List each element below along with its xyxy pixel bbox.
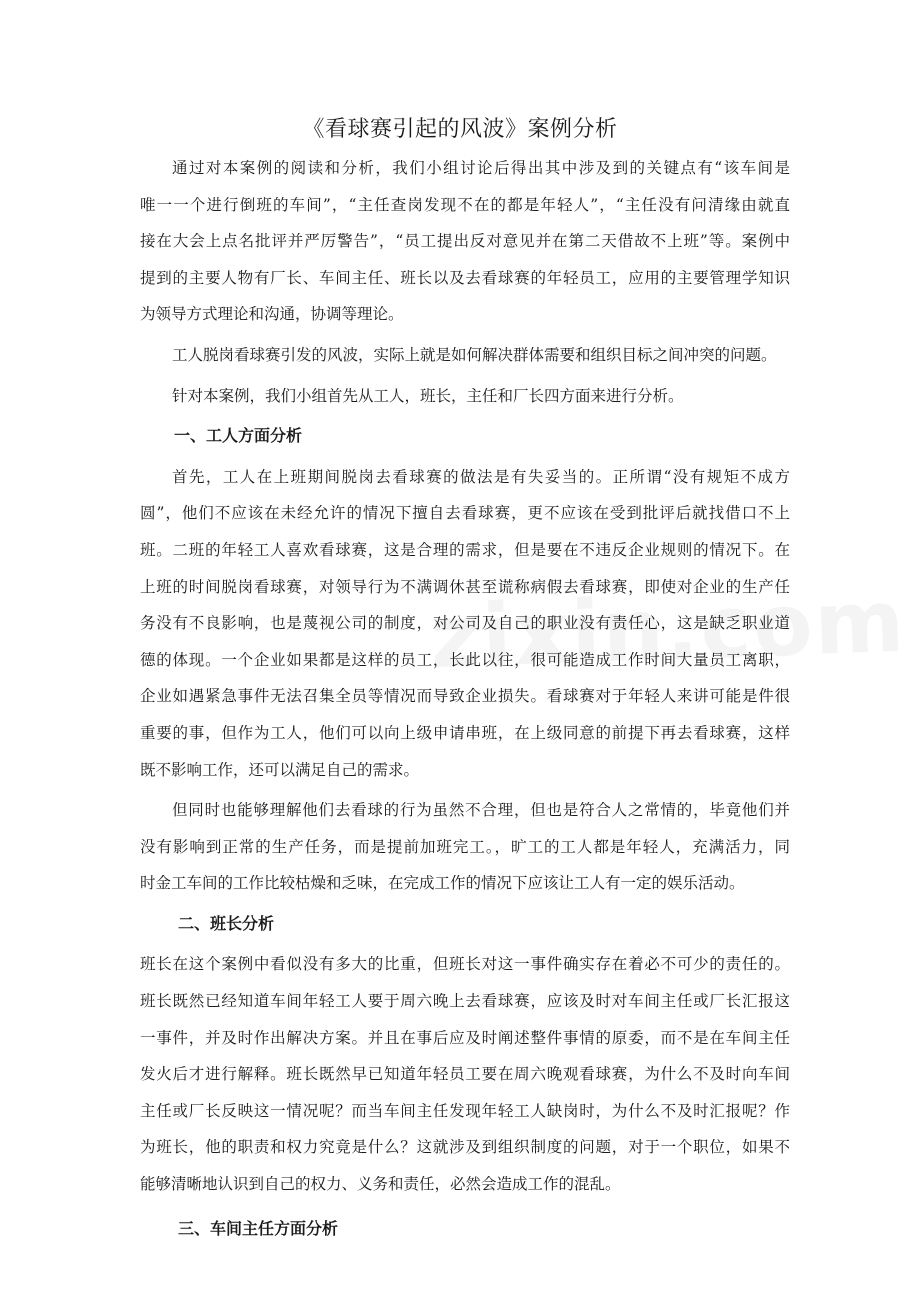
text-line: 德的体现。一个企业如果都是这样的员工，长此以往，很可能造成工作时间大量员工离职， (140, 650, 790, 669)
text-line: 为班长，他的职责和权力究竟是什么？这就涉及到组织制度的问题，对于一个职位，如果不 (140, 1138, 790, 1157)
text-line: 务没有不良影响，也是蔑视公司的制度，对公司及自己的职业没有责任心，这是缺乏职业道 (140, 614, 790, 633)
text-line: 时金工车间的工作比较枯燥和乏味，在完成工作的情况下应该让工人有一定的娱乐活动。 (140, 874, 745, 893)
text-line: 通过对本案例的阅读和分析，我们小组讨论后得出其中涉及到的关键点有“该车间是 (172, 159, 790, 177)
text-line: 针对本案例，我们小组首先从工人，班长，主任和厂长四方面来进行分析。 (172, 386, 684, 405)
text-line: 既不影响工作，还可以满足自己的需求。 (140, 760, 420, 779)
section-heading-workshop-director: 三、车间主任方面分析 (178, 1218, 339, 1238)
text-line: 接在大会上点名批评并严厉警告”，“员工提出反对意见并在第二天借故不上班”等。案例中 (140, 232, 790, 251)
team-leader-paragraph (140, 946, 790, 1202)
intro-paragraph-1 (140, 150, 790, 333)
text-line: 但同时也能够理解他们去看球的行为虽然不合理，但也是符合人之常情的，毕竟他们并 (172, 801, 790, 820)
text-line: 没有影响到正常的生产任务，而是提前加班完工。，旷工的工人都是年轻人，充满活力，同 (140, 837, 790, 856)
text-line: 发火后才进行解释。班长既然早已知道年轻员工要在周六晚观看球赛，为什么不及时向车间 (140, 1065, 790, 1084)
text-line: 班长在这个案例中看似没有多大的比重，但班长对这一事件确实存在着必不可少的责任的。 (140, 955, 790, 974)
text-line: 首先，工人在上班期间脱岗去看球赛的做法是有失妥当的。正所谓“没有规矩不成方 (172, 467, 790, 486)
page-title: 《看球赛引起的风波》案例分析 (302, 117, 618, 142)
intro-paragraph-3 (140, 378, 790, 415)
text-line: 为领导方式理论和沟通，协调等理论。 (140, 305, 404, 324)
workers-paragraph-2 (140, 792, 790, 902)
text-line: 班长既然已经知道车间年轻工人要于周六晚上去看球赛，应该及时对车间主任或厂长汇报这 (140, 992, 790, 1011)
text-line: 上班的时间脱岗看球赛，对领导行为不满调休甚至谎称病假去看球赛，即使对企业的生产任 (140, 577, 790, 596)
section-heading-team-leader: 二、班长分析 (178, 913, 275, 933)
text-line: 工人脱岗看球赛引发的风波，实际上就是如何解决群体需要和组织目标之间冲突的问题。 (172, 345, 777, 364)
document-body (140, 150, 790, 1247)
workers-paragraph-1 (140, 459, 790, 788)
text-line: 企业如遇紧急事件无法召集全员等情况而导致企业损失。看球赛对于年轻人来讲可能是件很 (140, 687, 790, 706)
text-line: 重要的事，但作为工人，他们可以向上级申请串班，在上级同意的前提下再去看球赛，这样 (140, 723, 790, 742)
intro-paragraph-2 (140, 337, 790, 374)
text-line: 主任或厂长反映这一情况呢？而当车间主任发现年轻工人缺岗时，为什么不及时汇报呢？作 (140, 1101, 790, 1120)
text-line: 一事件，并及时作出解决方案。并且在事后应及时阐述整件事情的原委，而不是在车间主任 (140, 1028, 790, 1047)
text-line: 能够清晰地认识到自己的权力、义务和责任，必然会造成工作的混乱。 (140, 1175, 621, 1194)
text-line: 提到的主要人物有厂长、车间主任、班长以及去看球赛的年轻员工，应用的主要管理学知识 (140, 268, 790, 287)
section-heading-workers: 一、工人方面分析 (174, 426, 303, 446)
text-line: 唯一一个进行倒班的车间”，“主任查岗发现不在的都是年轻人”，“主任没有问清缘由就直 (140, 195, 790, 214)
text-line: 班。二班的年轻工人喜欢看球赛，这是合理的需求，但是要在不违反企业规则的情况下。在 (140, 540, 790, 559)
text-line: 圆”，他们不应该在未经允许的情况下擅自去看球赛，更不应该在受到批评后就找借口不上 (140, 504, 790, 523)
